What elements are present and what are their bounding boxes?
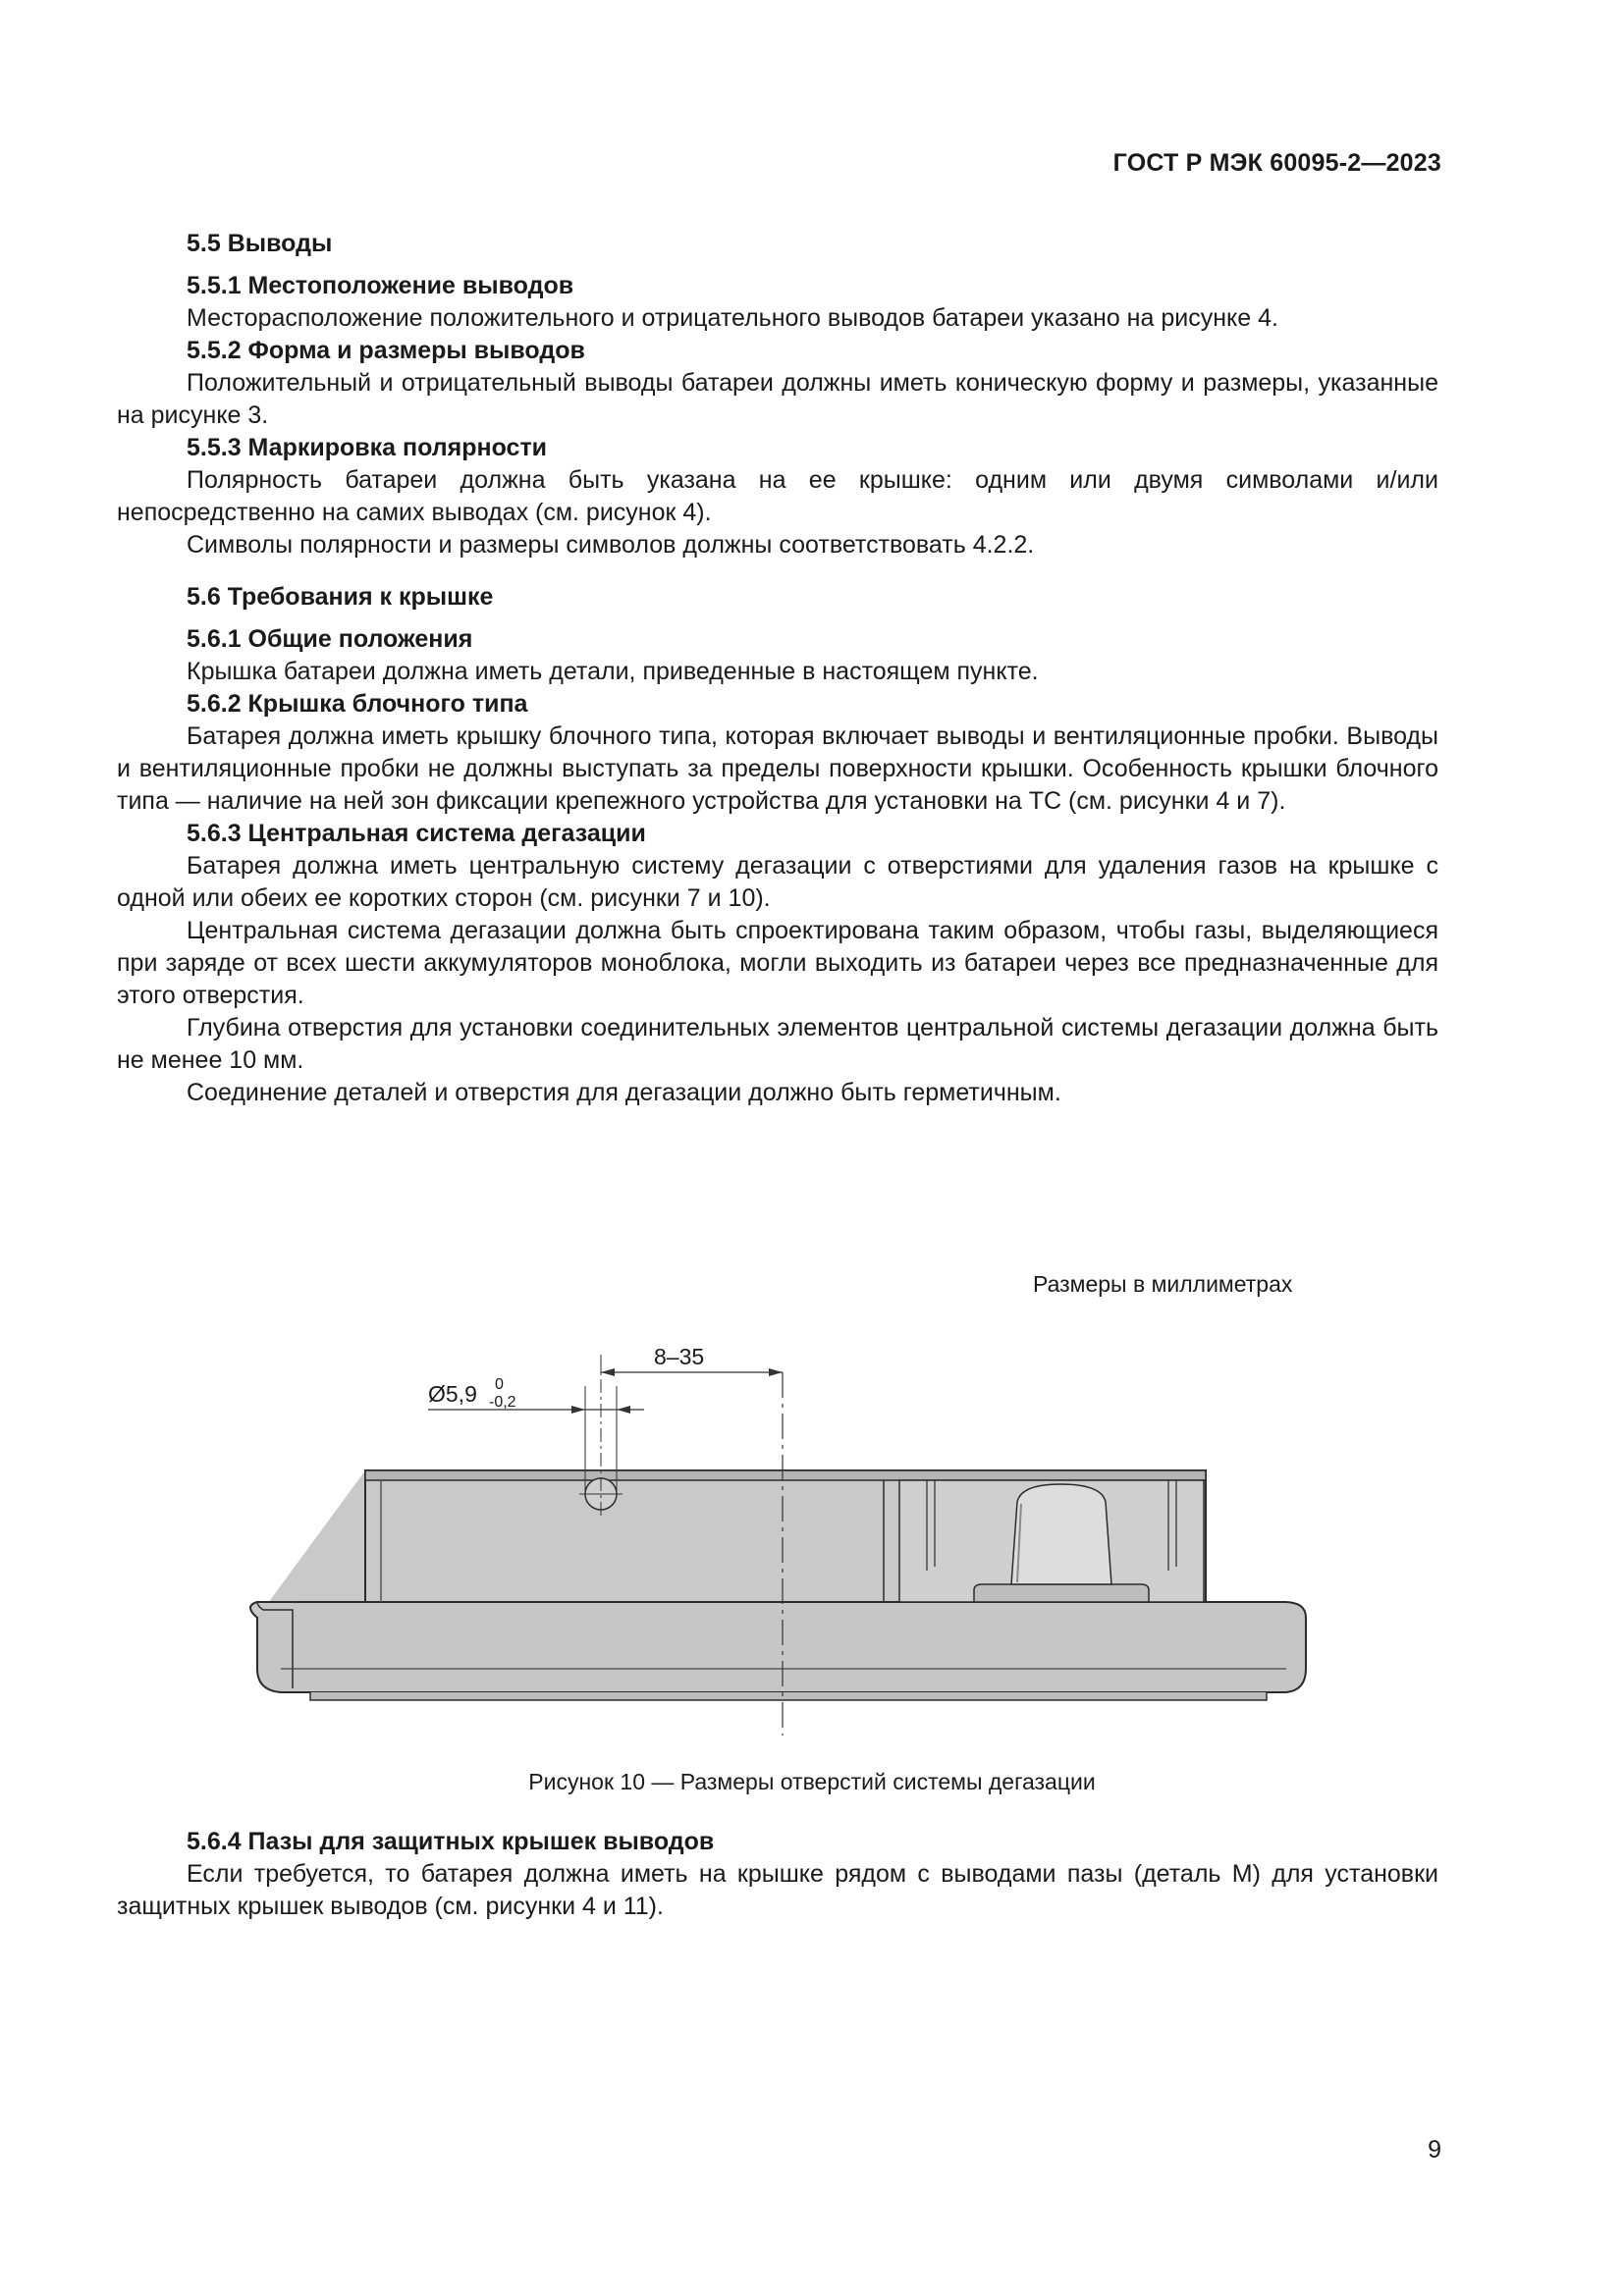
tolerance-upper: 0 xyxy=(495,1376,504,1393)
section-heading: 5.5.1 Местоположение выводов xyxy=(187,272,574,299)
dim-arrow xyxy=(769,1368,783,1376)
battery-lid-body xyxy=(250,1470,1306,1700)
main-text-continued xyxy=(117,1826,1438,1923)
paragraph: Центральная система дегазации должна быть спроектирована таким образом, чтобы газы, выделяющиеся при заряде от всех шести аккумуляторов моноблока, могли выходить из батареи через все предназначенные для этого отверстия. xyxy=(117,917,1438,1009)
section-heading: 5.6.3 Центральная система дегазации xyxy=(187,820,646,847)
standard-code-header: ГОСТ Р МЭК 60095-2—2023 xyxy=(1112,149,1441,177)
terminal-shade xyxy=(1017,1504,1021,1582)
vent-hole xyxy=(585,1478,617,1510)
paragraph: Глубина отверстия для установки соединительных элементов центральной системы дегазации должна быть не менее 10 мм. xyxy=(117,1014,1438,1074)
terminal-base xyxy=(974,1584,1149,1602)
paragraph: Крышка батареи должна иметь детали, приведенные в настоящем пункте. xyxy=(187,658,1039,685)
dim-arrow xyxy=(601,1368,615,1376)
lid-left-step xyxy=(257,1602,293,1688)
section-heading: 5.6.2 Крышка блочного типа xyxy=(187,690,528,718)
dimension-lines xyxy=(428,1355,783,1735)
section-heading: 5.6.1 Общие положения xyxy=(187,625,473,653)
tolerance-lower: -0,2 xyxy=(489,1394,516,1411)
figure-caption: Рисунок 10 — Размеры отверстий системы дегазации xyxy=(528,1769,1096,1794)
dim-arrow xyxy=(617,1406,630,1414)
terminal-recess xyxy=(899,1480,1204,1602)
paragraph: Если требуется, то батарея должна иметь на крышке рядом с выводами пазы (деталь М) для установки защитных крышек выводов (см. рисунки 4 и 11). xyxy=(117,1860,1438,1920)
lid-upper-block xyxy=(250,1470,1206,1618)
lid-bottom-lip xyxy=(310,1692,1267,1700)
dim-diameter-label: Ø5,9 xyxy=(428,1381,477,1407)
dim-arrow xyxy=(571,1406,585,1414)
paragraph: Батарея должна иметь центральную систему дегазации с отверстиями для удаления газов на крышке с одной или обеих ее коротких сторон (см. рисунки 7 и 10). xyxy=(117,852,1438,912)
lid-flange xyxy=(257,1602,1306,1692)
section-heading: 5.5.2 Форма и размеры выводов xyxy=(187,337,585,364)
paragraph: Соединение деталей и отверстия для дегазации должно быть герметичным. xyxy=(187,1079,1061,1106)
paragraph: Месторасположение положительного и отрицательного выводов батареи указано на рисунке 4. xyxy=(187,304,1278,332)
paragraph: Положительный и отрицательный выводы батареи должны иметь коническую форму и размеры, указанные на рисунке 3. xyxy=(117,369,1438,429)
section-heading: 5.5.3 Маркировка полярности xyxy=(187,434,548,461)
main-text xyxy=(117,228,1438,1109)
section-heading: 5.6 Требования к крышке xyxy=(187,583,494,611)
page-number: 9 xyxy=(1428,2136,1441,2163)
dim-range-label: 8–35 xyxy=(654,1344,705,1369)
paragraph: Батарея должна иметь крышку блочного типа, которая включает выводы и вентиляционные пробки. Выводы и вентиляционные пробки не должны выступать за пределы поверхности крышки. Особенность крышки блочного типа — наличие на ней зон фиксации крепежного устройства для установки на ТС (см. рисунки 4 и 7). xyxy=(117,722,1438,815)
lid-top-strip xyxy=(365,1470,1206,1480)
terminal-cone xyxy=(1011,1484,1111,1584)
paragraph: Полярность батареи должна быть указана на ее крышке: одним или двумя символами и/или непосредственно на самих выводах (см. рисунок 4). xyxy=(117,466,1438,526)
section-heading: 5.5 Выводы xyxy=(187,230,333,257)
units-note: Размеры в миллиметрах xyxy=(1033,1271,1293,1297)
paragraph: Символы полярности и размеры символов должны соответствовать 4.2.2. xyxy=(187,531,1035,559)
section-heading: 5.6.4 Пазы для защитных крышек выводов xyxy=(187,1828,715,1855)
